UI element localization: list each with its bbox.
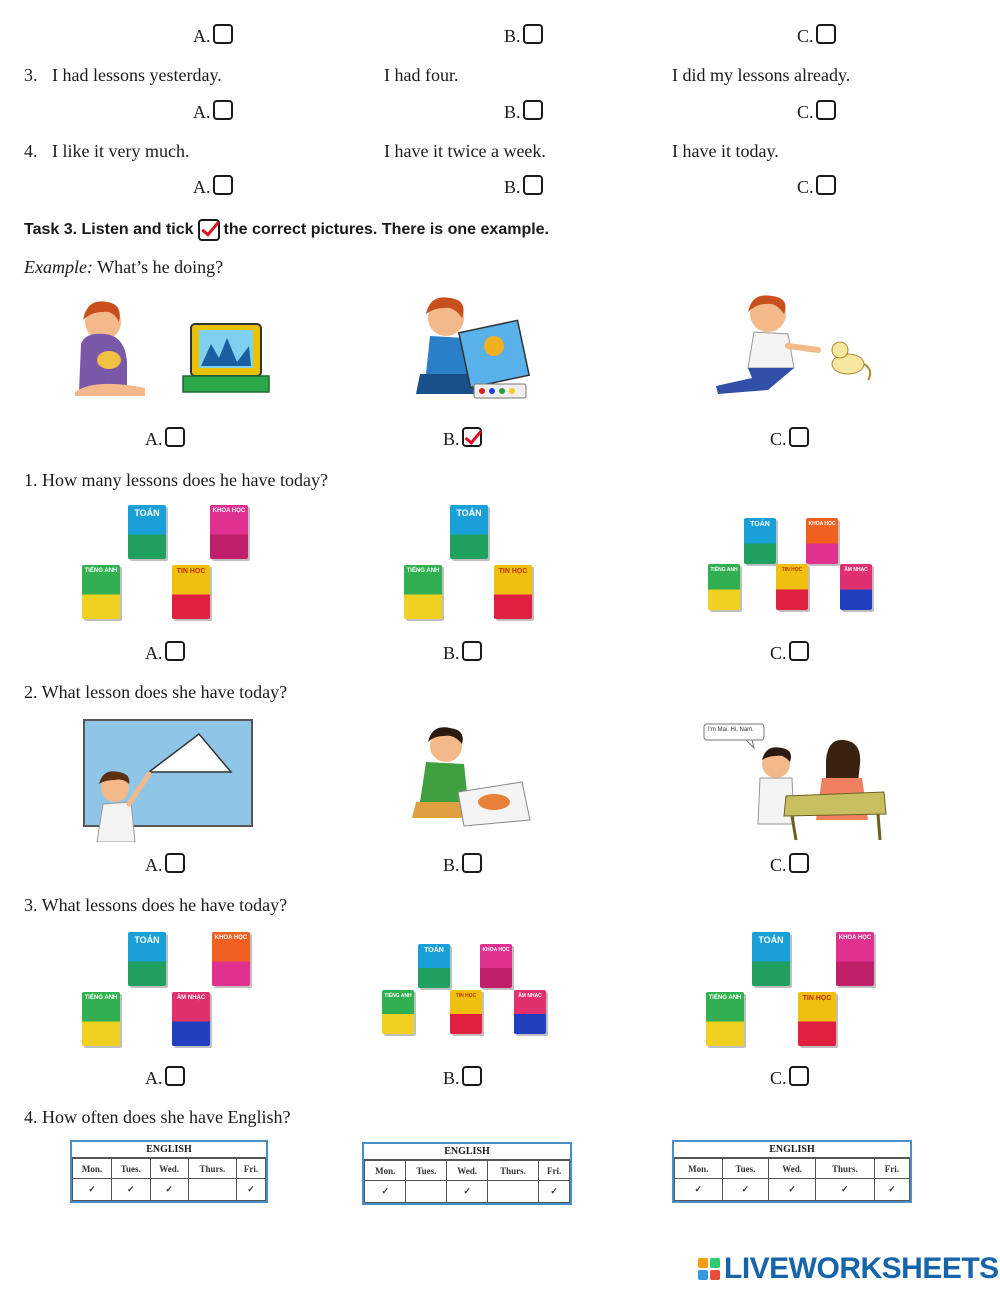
girl-painting-picture [402,722,532,830]
books-four-music-picture [80,932,260,1052]
option-b [504,102,543,123]
book-toan [128,505,166,559]
q3-option-b [443,1068,482,1089]
book-title: TOÁN [134,935,160,945]
example-option-c [770,429,809,450]
option-label: A. [145,1068,163,1088]
option-label: A. [145,855,163,875]
tick-cell [406,1181,447,1203]
tick-cell: ✓ [675,1179,723,1201]
book-am-nhac [514,990,546,1034]
boy-with-cat-and-tv-picture [65,292,275,402]
books-five-picture [708,518,878,614]
day-header: Mon. [365,1161,406,1181]
answer-text-a: I like it very much. [52,141,190,161]
day-header: Tues. [406,1161,447,1181]
book-khoa-hoc [806,518,838,564]
option-label: B. [504,26,521,46]
question-1: 1. How many lessons does he have today? [24,470,328,490]
example-question: What’s he doing? [97,257,224,277]
book-tin-hoc [172,565,210,619]
option-label: B. [443,855,460,875]
day-header: Mon. [73,1159,112,1179]
task3-title-end: the correct pictures. There is one example. [223,221,549,238]
timetable-title: ENGLISH [674,1142,910,1158]
day-header: Fri. [874,1159,909,1179]
tick-cell: ✓ [447,1181,488,1203]
book-title: TIN HỌC [176,568,206,575]
task3-title [24,219,549,241]
answer-checkbox[interactable] [789,641,809,661]
book-toan [418,944,450,988]
book-tieng-anh [82,992,120,1046]
day-header: Thurs. [487,1161,538,1181]
book-title: TIN HỌC [498,568,528,575]
option-label: A. [193,177,211,197]
option-c [797,102,836,123]
answer-checkbox-checked[interactable] [462,427,482,447]
book-toan [450,505,488,559]
timetable-grid [364,1160,570,1203]
tick-cell [487,1181,538,1203]
answer-checkbox[interactable] [165,427,185,447]
answer-checkbox[interactable] [462,853,482,873]
q1-option-a [145,643,185,664]
question-number: 4. [24,141,38,161]
day-header: Fri. [539,1161,570,1181]
timetable-grid [72,1158,266,1201]
option-c-row0 [797,26,836,47]
q1-option-c [770,643,809,664]
q2-option-c [770,855,809,876]
tick-cell: ✓ [150,1179,188,1201]
answer-checkbox[interactable] [789,1066,809,1086]
answer-text-c: I have it today. [672,141,779,161]
book-title: TIẾNG ANH [710,567,738,573]
q2-option-b [443,855,482,876]
option-label: C. [770,643,787,663]
option-label: C. [797,177,814,197]
answer-checkbox[interactable] [462,641,482,661]
liveworksheets-logo [698,1252,999,1286]
day-header: Thurs. [815,1159,874,1179]
tick-cell: ✓ [73,1179,112,1201]
answer-text-a: I had lessons yesterday. [52,65,222,85]
q2-option-a [145,855,185,876]
book-khoa-hoc [210,505,248,559]
answer-checkbox[interactable] [213,100,233,120]
book-am-nhac [840,564,872,610]
answer-checkbox[interactable] [523,100,543,120]
option-c [797,177,836,198]
book-toan [128,932,166,986]
option-label: C. [770,1068,787,1088]
book-tieng-anh [706,992,744,1046]
day-header: Wed. [447,1161,488,1181]
timetable-title: ENGLISH [364,1144,570,1160]
book-title: KHOA HỌC [838,935,872,941]
timetable-grid [674,1158,910,1201]
books-five-picture-q3 [382,944,552,1036]
question-number: 3. [24,65,38,85]
example-option-b [443,429,482,450]
book-title: TOÁN [758,935,784,945]
option-label: B. [504,102,521,122]
book-tieng-anh [404,565,442,619]
answer-checkbox[interactable] [213,24,233,44]
book-tin-hoc [798,992,836,1046]
answer-text-b: I have it twice a week. [384,141,546,161]
timetable-c [672,1140,912,1203]
question-2: 2. What lesson does she have today? [24,682,288,702]
timetable-a [70,1140,268,1203]
example-option-a [145,429,185,450]
book-title: TIẾNG ANH [84,568,118,574]
option-b-row0 [504,26,543,47]
option-b [504,177,543,198]
option-label: C. [770,429,787,449]
book-am-nhac [172,992,210,1046]
q3-option-a [145,1068,185,1089]
option-label: C. [770,855,787,875]
day-header: Thurs. [188,1159,236,1179]
book-title: TIN HỌC [455,993,477,999]
tick-cell: ✓ [365,1181,406,1203]
book-toan [752,932,790,986]
book-title: TIẾNG ANH [708,995,742,1001]
book-title: TIẾNG ANH [384,993,412,999]
example-label: Example: [24,257,93,277]
tick-cell [188,1179,236,1201]
book-title: ÂM NHẠC [176,995,206,1001]
day-header: Wed. [150,1159,188,1179]
tick-cell: ✓ [874,1179,909,1201]
task3-title-start: Task 3. Listen and tick [24,221,194,238]
option-a [193,177,233,198]
question-3: 3. What lessons does he have today? [24,895,288,915]
timetable-b [362,1142,572,1205]
answer-checkbox[interactable] [816,24,836,44]
book-title: KHOA HỌC [482,947,510,953]
book-title: KHOA HỌC [212,508,246,514]
option-label: B. [443,429,460,449]
option-label: B. [504,177,521,197]
book-title: KHOA HỌC [214,935,248,941]
tick-cell: ✓ [539,1181,570,1203]
answer-checkbox[interactable] [523,24,543,44]
option-a-row0 [193,26,233,47]
answer-checkbox[interactable] [165,1066,185,1086]
tick-cell: ✓ [112,1179,151,1201]
speech-bubble-text: I'm Mai. Hi, Nam. [708,727,754,733]
question-4: 4. How often does she have English? [24,1107,291,1127]
answer-checkbox[interactable] [789,427,809,447]
book-tieng-anh [382,990,414,1034]
book-title: ÂM NHẠC [518,993,542,999]
book-khoa-hoc [480,944,512,988]
logo-text: LIVEWORKSHEETS [724,1252,999,1285]
day-header: Wed. [769,1159,816,1179]
option-label: C. [797,26,814,46]
books-three-picture [400,505,540,627]
book-khoa-hoc [212,932,250,986]
answer-checkbox[interactable] [816,100,836,120]
book-title: TOÁN [134,508,160,518]
answer-checkbox[interactable] [523,175,543,195]
answer-checkbox[interactable] [165,641,185,661]
logo-icon [698,1258,720,1280]
books-four-picture [80,505,246,627]
book-title: TIẾNG ANH [84,995,118,1001]
book-tieng-anh [708,564,740,610]
tick-cell: ✓ [815,1179,874,1201]
book-title: TIN HỌC [781,567,803,573]
tick-icon [198,219,220,241]
day-header: Mon. [675,1159,723,1179]
books-four-tin-picture [706,932,886,1052]
q3-option-c [770,1068,809,1089]
answer-checkbox[interactable] [213,175,233,195]
book-title: TOÁN [424,947,444,954]
book-title: TIẾNG ANH [406,568,440,574]
boy-painting-picture [410,290,540,410]
option-label: A. [145,643,163,663]
book-toan [744,518,776,564]
option-label: B. [443,643,460,663]
answer-checkbox[interactable] [789,853,809,873]
option-label: C. [797,102,814,122]
answer-text-c: I did my lessons already. [672,65,851,85]
day-header: Tues. [722,1159,769,1179]
answer-text-b: I had four. [384,65,459,85]
book-title: ÂM NHẠC [844,567,868,573]
boy-with-cat-picture [708,290,873,410]
tick-cell: ✓ [722,1179,769,1201]
option-label: B. [443,1068,460,1088]
kids-greeting-drawing [702,720,892,842]
answer-checkbox[interactable] [816,175,836,195]
book-tin-hoc [450,990,482,1034]
option-label: A. [193,26,211,46]
kids-greeting-picture [702,720,892,842]
tick-cell: ✓ [237,1179,266,1201]
q1-option-b [443,643,482,664]
day-header: Fri. [237,1159,266,1179]
book-title: TOÁN [456,508,482,518]
book-tin-hoc [776,564,808,610]
day-header: Tues. [112,1159,151,1179]
book-title: TOÁN [750,521,770,528]
timetable-title: ENGLISH [72,1142,266,1158]
example-line [24,257,223,278]
option-label: A. [145,429,163,449]
book-khoa-hoc [836,932,874,986]
option-label: A. [193,102,211,122]
book-tieng-anh [82,565,120,619]
answer-checkbox[interactable] [165,853,185,873]
option-a [193,102,233,123]
tick-cell: ✓ [769,1179,816,1201]
book-tin-hoc [494,565,532,619]
book-title: TIN HỌC [802,995,832,1002]
girl-drawing-triangle-picture [83,718,255,842]
book-title: KHOA HỌC [808,521,836,527]
answer-checkbox[interactable] [462,1066,482,1086]
